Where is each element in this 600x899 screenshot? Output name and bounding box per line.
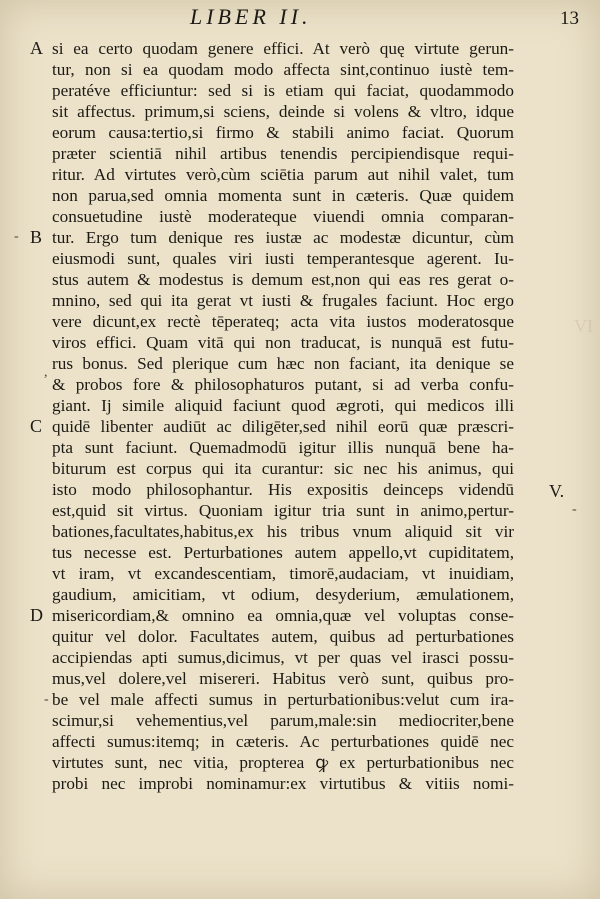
text-line: mnino, sed qui ita gerat vt iusti & frugales faciunt. Hoc ergo [52, 291, 514, 310]
text-line: sit affectus. primum,si sciens, deinde si volens & vltro, idque [52, 102, 514, 121]
text-line: bationes,facultates,habitus,ex his tribus vnum aliquid sit vir [52, 522, 514, 541]
text-line: accipiendas apti sumus,dicimus, vt per quas vel irasci possu- [52, 648, 514, 667]
text-line: rus bonus. Sed plerique cum hæc non faciant, ita denique se [52, 354, 514, 373]
text-line: isto modo philosophantur. His expositis deinceps videndū [52, 480, 514, 499]
text-line: & probos fore & philosophaturos putant, si ad verba confu- [52, 375, 514, 394]
margin-note: V. [549, 481, 565, 501]
text-line: non parua,sed omnia momenta sunt in cæteris. Quæ quidem [52, 186, 514, 205]
text-line: consuetudine iustè moderateque viuendi omnia comparan- [52, 207, 514, 226]
text-line: tur. Ergo tum denique res iustæ ac modestæ dicuntur, cùm [52, 228, 514, 247]
text-line: si ea certo quodam genere effici. At verò quę virtute gerun- [52, 39, 514, 58]
body-text [52, 38, 514, 794]
text-line: affecti sumus:itemq; in cæteris. Ac perturbationes quidē nec [52, 732, 514, 751]
margin-tick: , [44, 365, 48, 380]
text-line: eorum causa:tertio,si firmo & stabili animo faciat. Quorum [52, 123, 514, 142]
text-line: vere dicunt,ex rectè tēperateq; acta vita iustos moderatosque [52, 312, 514, 331]
text-line: virtutes sunt, nec vitia, propterea ꝙ ex perturbationibus nec [52, 753, 514, 772]
text-line: be vel male affecti sumus in perturbationibus:velut cum ira- [52, 690, 514, 709]
text-line: præter scientiā nihil artibus tenendis percipiendisque requi- [52, 144, 514, 163]
text-line: peratéve efficiuntur: sed si is etiam qui faciat, quodammodo [52, 81, 514, 100]
text-line: tur, non si ea quodam modo affecta sint,continuo iustè tem- [52, 60, 514, 79]
text-line: biturum est corpus qui ita curantur: sic nec his animus, qui [52, 459, 514, 478]
text-line: quitur vel dolor. Facultates autem, quibus ad perturbationes [52, 627, 514, 646]
section-marker-a: A [30, 38, 43, 58]
text-line: giant. Ij simile aliquid faciunt quod ægroti, qui medicos illi [52, 396, 514, 415]
text-line: vt iram, vt excandescentiam, timorē,audaciam, vt inuidiam, [52, 564, 514, 583]
margin-tick: - [44, 692, 49, 707]
text-line: misericordiam,& omnino ea omnia,quæ vel voluptas conse- [52, 606, 514, 625]
text-line: quidē libenter audiūt ac diligēter,sed nihil eorū quæ præscri- [52, 417, 514, 436]
margin-tick: - [572, 502, 577, 517]
section-marker-d: D [30, 605, 43, 625]
page-number: 13 [560, 8, 579, 29]
running-head: LIBER II. [190, 4, 312, 29]
text-line: tus necesse est. Perturbationes autem appello,vt cupiditatem, [52, 543, 514, 562]
text-line: gaudium, amicitiam, vt odium, desyderium, æmulationem, [52, 585, 514, 604]
text-line: est,quid sit virtus. Quoniam igitur tria sunt in animo,pertur- [52, 501, 514, 520]
section-marker-c: C [30, 416, 43, 436]
text-line: probi nec improbi nominamur:ex virtutibus & vitiis nomi- [52, 774, 514, 793]
text-line: viros effici. Quam vitā qui non traducat, is nunquā est futu- [52, 333, 514, 352]
text-line: pta sunt faciunt. Quemadmodū igitur illis nunquā bene ha- [52, 438, 514, 457]
margin-tick: - [14, 229, 19, 244]
text-line: ritur. Ad virtutes verò,cùm sciētia parum aut nihil valet, tum [52, 165, 514, 184]
text-line: mus,vel dolere,vel misereri. Habitus verò sunt, quibus pro- [52, 669, 514, 688]
section-marker-b: B [30, 227, 43, 247]
text-line: scimur,si vehementius,vel parum,male:sin mediocriter,bene [52, 711, 514, 730]
text-line: eiusmodi sunt, quales viri iusti temperantesque agerent. Iu- [52, 249, 514, 268]
text-line: stus autem & modestus is demum est,non qui eas res gerat o- [52, 270, 514, 289]
show-through-ghost-mark: VI [574, 316, 593, 336]
